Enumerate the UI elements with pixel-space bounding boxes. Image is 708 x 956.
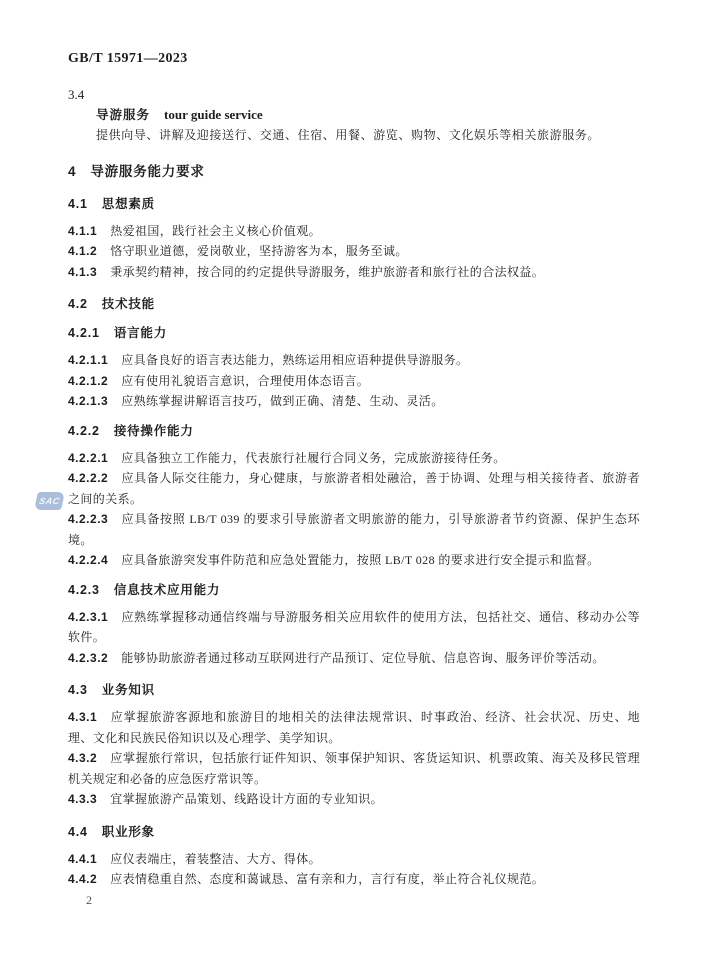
clause-text: 宜掌握旅游产品策划、线路设计方面的专业知识。 [110, 792, 384, 806]
page-number: 2 [86, 893, 92, 907]
clause-4-2-3-2 [68, 648, 640, 669]
clause-4-1-1 [68, 221, 640, 242]
clause-4-2-3-1 [68, 607, 640, 648]
clause-4-2-2-1 [68, 448, 640, 469]
section-heading-4-4 [68, 822, 640, 842]
section-title: 业务知识 [101, 683, 155, 697]
clause-number: 4.2.2.2 [68, 471, 109, 485]
clause-text: 应具备独立工作能力，代表旅行社履行合同义务，完成旅游接待任务。 [121, 450, 506, 465]
clause-4-2-1-3 [68, 391, 640, 412]
clause-number: 4.2.2.1 [68, 450, 109, 465]
section-number: 4.3 [68, 683, 88, 697]
section-4-4-clauses [68, 849, 640, 890]
clause-text: 应仪表端庄，着装整洁、大方、得体。 [110, 851, 322, 866]
section-number: 4.4 [68, 824, 88, 839]
clause-text: 应具备旅游突发事件防范和应急处置能力，按照 LB/T 028 的要求进行安全提示和监督。 [121, 553, 600, 567]
section-heading-4-2 [68, 294, 640, 314]
definition-term-en: tour guide service [164, 107, 263, 122]
clause-number: 4.3.3 [68, 792, 98, 806]
clause-4-3-3 [68, 789, 640, 810]
clause-number: 4.4.2 [68, 872, 98, 886]
clause-text: 应表情稳重自然、态度和蔼诚恳、富有亲和力，言行有度，举止符合礼仪规范。 [110, 872, 545, 886]
clause-text: 应掌握旅行常识，包括旅行证件知识、领事保护知识、客货运知识、机票政策、海关及移民管理机关规定和必备的应急医疗常识等。 [68, 751, 640, 786]
clause-number: 4.2.3.2 [68, 650, 109, 665]
clause-4-1-2 [68, 241, 640, 262]
subsection-heading-4-2-2 [68, 421, 640, 441]
section-heading-4-3 [68, 680, 640, 700]
clause-number: 4.2.1.1 [68, 353, 109, 367]
subsection-4-2-2-clauses [68, 448, 640, 571]
definition-block [68, 85, 640, 146]
subsection-number: 4.2.2 [68, 423, 100, 438]
section-title: 技术技能 [101, 297, 155, 311]
definition-body: 提供向导、讲解及迎接送行、交通、住宿、用餐、游览、购物、文化娱乐等相关旅游服务。 [96, 128, 601, 142]
clause-4-4-1 [68, 849, 640, 870]
subsection-4-2-1-clauses [68, 350, 640, 412]
subsection-title: 接待操作能力 [113, 423, 194, 438]
subsection-number: 4.2.3 [68, 582, 100, 597]
subsection-heading-4-2-1 [68, 323, 640, 343]
section-heading-4-1 [68, 194, 640, 214]
clause-4-3-1 [68, 707, 640, 748]
definition-term-line [68, 105, 640, 125]
section-number: 4.1 [68, 196, 88, 211]
clause-4-2-2-2 [68, 468, 640, 509]
subsection-heading-4-2-3 [68, 580, 640, 600]
clause-number: 4.2.1.2 [68, 373, 109, 388]
clause-text: 能够协助旅游者通过移动互联网进行产品预订、定位导航、信息咨询、服务评价等活动。 [121, 650, 605, 665]
clause-4-2-2-4 [68, 550, 640, 571]
clause-number: 4.1.2 [68, 244, 98, 258]
chapter-heading [68, 162, 640, 182]
sac-watermark-icon [34, 492, 65, 510]
section-4-1-clauses [68, 221, 640, 283]
standard-number-header: GB/T 15971—2023 [68, 51, 188, 66]
clause-number: 4.1.3 [68, 264, 98, 279]
clause-text: 应具备人际交往能力，身心健康，与旅游者相处融洽，善于协调、处理与相关接待者、旅游者之间的关系。 [68, 471, 640, 506]
subsection-title: 语言能力 [113, 326, 168, 340]
clause-number: 4.2.3.1 [68, 609, 109, 624]
clause-text: 应具备良好的语言表达能力，熟练运用相应语种提供导游服务。 [121, 353, 469, 367]
clause-text: 应熟练掌握移动通信终端与导游服务相关应用软件的使用方法，包括社交、通信、移动办公等软件。 [68, 609, 640, 644]
chapter-title: 导游服务能力要求 [90, 163, 205, 179]
clause-text: 恪守职业道德，爱岗敬业，坚持游客为本，服务至诚。 [110, 244, 408, 258]
clause-text: 应掌握旅游客源地和旅游目的地相关的法律法规常识、时事政治、经济、社会状况、历史、地理、文化和民族民俗知识以及心理学、美学知识。 [68, 710, 640, 745]
clause-4-2-2-3 [68, 509, 640, 550]
clause-number: 4.4.1 [68, 851, 98, 866]
clause-4-3-2 [68, 748, 640, 789]
chapter-number: 4 [68, 163, 77, 179]
sac-watermark-label: SAC [38, 496, 61, 506]
definition-term-zh: 导游服务 [96, 108, 151, 122]
clause-number: 4.2.2.4 [68, 553, 109, 567]
clause-text: 热爱祖国，践行社会主义核心价值观。 [110, 223, 322, 238]
subsection-4-2-3-clauses [68, 607, 640, 669]
subsection-title: 信息技术应用能力 [113, 582, 221, 597]
clause-text: 应有使用礼貌语言意识，合理使用体态语言。 [121, 373, 370, 388]
clause-number: 4.2.2.3 [68, 512, 109, 526]
clause-number: 4.2.1.3 [68, 394, 109, 408]
clause-number: 4.3.2 [68, 751, 98, 765]
subsection-number: 4.2.1 [68, 326, 100, 340]
clause-4-1-3 [68, 262, 640, 283]
clause-4-4-2 [68, 869, 640, 890]
section-title: 思想素质 [101, 196, 155, 211]
clause-4-2-1-2 [68, 371, 640, 392]
clause-text: 应熟练掌握讲解语言技巧，做到正确、清楚、生动、灵活。 [121, 394, 444, 408]
clause-text: 秉承契约精神，按合同的约定提供导游服务，维护旅游者和旅行社的合法权益。 [110, 264, 545, 279]
section-number: 4.2 [68, 297, 88, 311]
clause-4-2-1-1 [68, 350, 640, 371]
clause-number: 4.3.1 [68, 710, 98, 724]
definition-number: 3.4 [68, 87, 85, 102]
section-4-3-clauses [68, 707, 640, 810]
clause-number: 4.1.1 [68, 223, 98, 238]
section-title: 职业形象 [101, 824, 155, 839]
clause-text: 应具备按照 LB/T 039 的要求引导旅游者文明旅游的能力，引导旅游者节约资源、保护生态环境。 [68, 512, 640, 547]
